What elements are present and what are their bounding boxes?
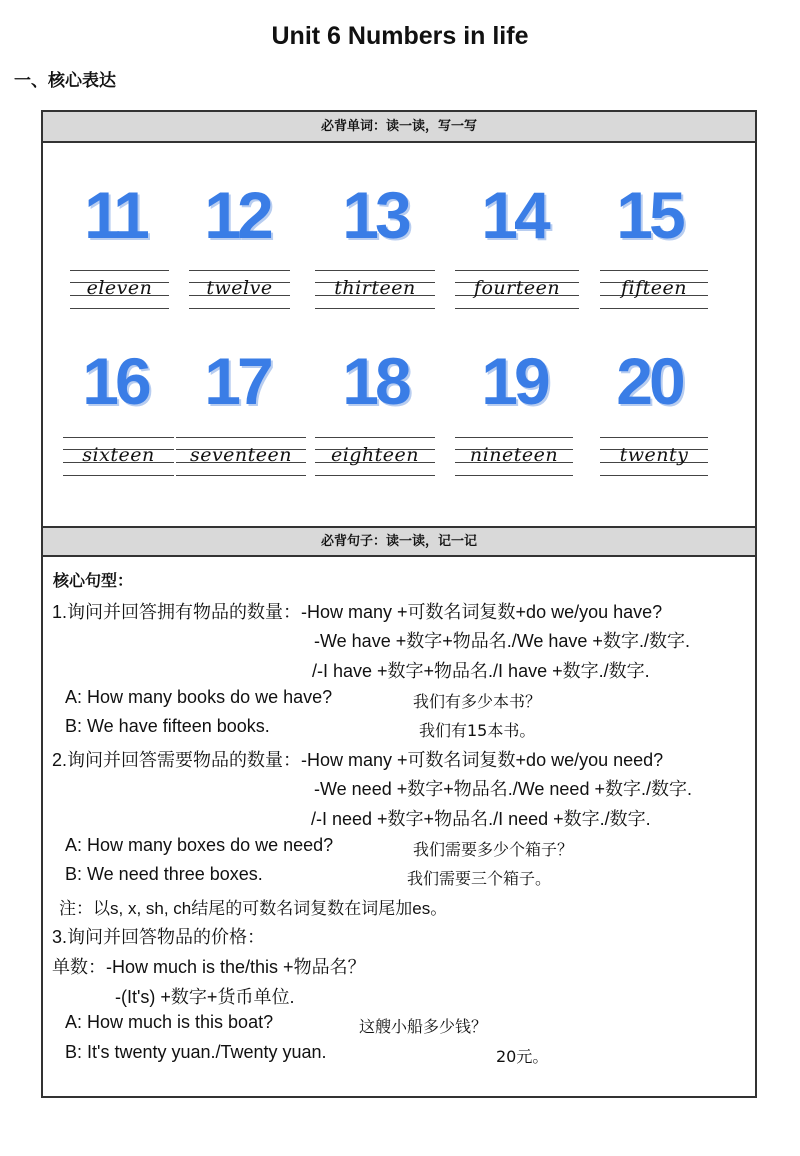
number-word: eighteen <box>330 444 420 466</box>
number-value: 14 <box>481 178 547 252</box>
sentence-line: A: How much is this boat? <box>65 1012 274 1032</box>
translation-line: 我们需要多少个箱子？ <box>413 840 574 859</box>
sentence-line: B: We have fifteen books. <box>65 716 270 736</box>
number-card <box>305 178 445 252</box>
number-value: 13 <box>342 178 408 252</box>
translation-line: 我们有多少本书？ <box>413 692 542 711</box>
sentence-line: -We need +数字+物品名./We need +数字./数字. <box>314 779 692 799</box>
writing-lines <box>600 437 708 477</box>
sentence-line: /-I need +数字+物品名./I need +数字./数字. <box>311 809 651 829</box>
sentence-line: 1.询问并回答拥有物品的数量：-How many +可数名词复数+do we/you have? <box>52 602 663 622</box>
number-word: thirteen <box>334 277 416 299</box>
number-word: eleven <box>86 277 153 299</box>
sentence-line: A: How many books do we have? <box>65 687 333 707</box>
number-word: fifteen <box>620 277 687 299</box>
sentences-header: 必背句子：读一读，记一记 <box>43 526 755 557</box>
number-value: 18 <box>342 344 408 418</box>
number-value: 11 <box>84 178 146 252</box>
vocab-header: 必背单词：读一读，写一写 <box>43 112 755 143</box>
writing-lines <box>315 437 435 477</box>
number-word: fourteen <box>473 277 561 299</box>
number-card <box>444 344 584 418</box>
translation-line: 这艘小船多少钱？ <box>359 1017 488 1036</box>
section-heading: 一、核心表达 <box>14 71 116 91</box>
writing-lines <box>455 437 573 477</box>
number-card <box>444 178 584 252</box>
sentence-line: /-I have +数字+物品名./I have +数字./数字. <box>312 661 650 681</box>
number-value: 12 <box>204 178 270 252</box>
translation-line: 20元。 <box>496 1047 549 1066</box>
number-card <box>305 344 445 418</box>
number-value: 17 <box>204 344 270 418</box>
sentence-line: B: It's twenty yuan./Twenty yuan. <box>65 1042 327 1062</box>
number-card <box>167 178 307 252</box>
number-card <box>579 178 719 252</box>
number-word: twenty <box>619 444 689 466</box>
number-card <box>45 344 185 418</box>
sentence-line: 单数：-How much is the/this +物品名？ <box>52 957 366 977</box>
writing-lines <box>315 270 435 310</box>
core-label: 核心句型： <box>53 571 134 590</box>
writing-lines <box>189 270 290 310</box>
number-card <box>167 344 307 418</box>
sentence-line: B: We need three boxes. <box>65 864 263 884</box>
writing-lines <box>63 437 174 477</box>
writing-lines <box>455 270 579 310</box>
number-value: 15 <box>616 178 682 252</box>
number-card <box>579 344 719 418</box>
note-line: 注：以s, x, sh, ch结尾的可数名词复数在词尾加es。 <box>59 899 448 918</box>
sentence-line: -We have +数字+物品名./We have +数字./数字. <box>314 631 690 651</box>
writing-lines <box>176 437 306 477</box>
number-word: sixteen <box>82 444 155 466</box>
sentence-line: 3.询问并回答物品的价格： <box>52 927 266 947</box>
number-value: 20 <box>616 344 682 418</box>
translation-line: 我们有15本书。 <box>419 721 536 740</box>
number-value: 19 <box>481 344 547 418</box>
page-title: Unit 6 Numbers in life <box>271 22 529 50</box>
writing-lines <box>600 270 708 310</box>
content-frame <box>41 110 757 1098</box>
number-value: 16 <box>82 344 148 418</box>
sentence-line: A: How many boxes do we need? <box>65 835 334 855</box>
sentence-line: -(It's) +数字+货币单位. <box>115 987 295 1007</box>
number-word: seventeen <box>189 444 293 466</box>
translation-line: 我们需要三个箱子。 <box>407 869 552 888</box>
writing-lines <box>70 270 169 310</box>
number-word: nineteen <box>469 444 559 466</box>
sentence-line: 2.询问并回答需要物品的数量：-How many +可数名词复数+do we/you need? <box>52 750 664 770</box>
number-word: twelve <box>206 277 273 299</box>
number-card <box>45 178 185 252</box>
